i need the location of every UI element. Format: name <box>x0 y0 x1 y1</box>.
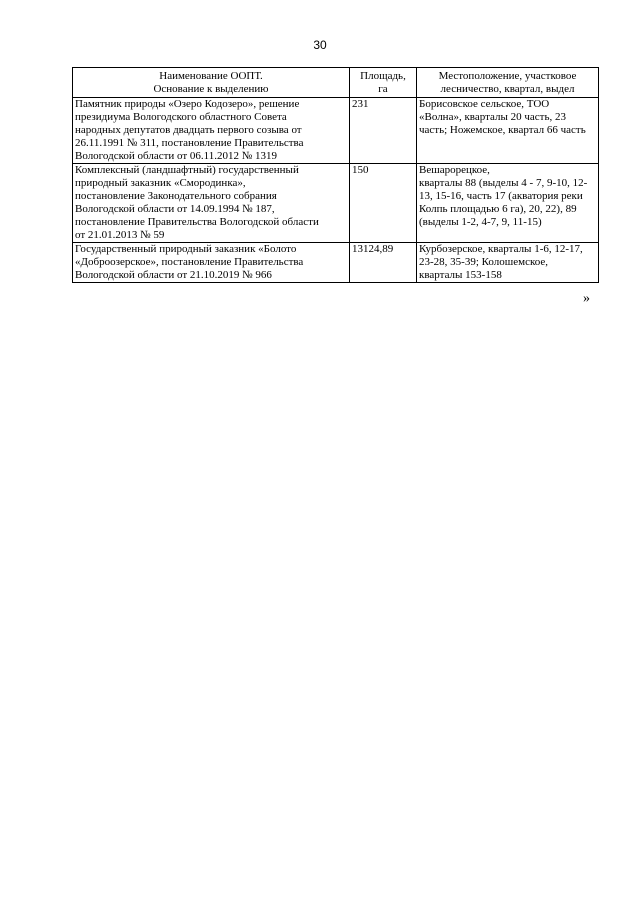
header-area-line: Площадь, <box>360 70 406 82</box>
oopt-table <box>72 67 599 283</box>
cell-line: Борисовское сельское, ТОО <box>419 98 550 110</box>
cell-line: Вешарорецкое, <box>419 164 490 176</box>
cell-line: Памятник природы «Озеро Кодозеро», решение <box>75 98 300 110</box>
table-row <box>73 243 599 283</box>
cell-location <box>417 98 599 164</box>
page-number: 30 <box>313 38 327 52</box>
cell-line: от 21.01.2013 № 59 <box>75 229 165 241</box>
header-area <box>350 68 417 98</box>
cell-line: Колпь площадью 6 га), 20, 22), 89 <box>419 203 577 215</box>
cell-line: 13, 15-16, часть 17 (акватория реки <box>419 190 583 202</box>
cell-line: кварталы 153-158 <box>419 269 502 281</box>
cell-line: Государственный природный заказник «Болото <box>75 243 297 255</box>
header-name-line: Наименование ООПТ. <box>159 70 263 82</box>
cell-line: часть; Ножемское, квартал 66 часть <box>419 124 586 136</box>
cell-line: «Доброозерское», постановление Правительства <box>75 256 304 268</box>
cell-line: «Волна», кварталы 20 часть, 23 <box>419 111 567 123</box>
cell-name <box>73 164 350 243</box>
table-row <box>73 164 599 243</box>
header-name-line: Основание к выделению <box>153 83 269 95</box>
cell-location <box>417 243 599 283</box>
cell-name <box>73 243 350 283</box>
cell-line: 23-28, 35-39; Колошемское, <box>419 256 549 268</box>
cell-name <box>73 98 350 164</box>
header-name <box>73 68 350 98</box>
cell-area: 231 <box>350 98 417 164</box>
cell-line: президиума Вологодского областного Совета <box>75 111 287 123</box>
cell-line: Вологодской области от 06.11.2012 № 1319 <box>75 150 278 162</box>
cell-area: 13124,89 <box>350 243 417 283</box>
header-location-line: лесничество, квартал, выдел <box>440 83 575 95</box>
cell-line: постановление Законодательного собрания <box>75 190 277 202</box>
cell-line: кварталы 88 (выделы 4 - 7, 9-10, 12- <box>419 177 588 189</box>
header-area-line: га <box>378 83 388 95</box>
cell-line: народных депутатов двадцать первого созыва от <box>75 124 302 136</box>
header-location <box>417 68 599 98</box>
cell-line: Вологодской области от 21.10.2019 № 966 <box>75 269 272 281</box>
cell-line: Курбозерское, кварталы 1-6, 12-17, <box>419 243 583 255</box>
cell-line: Вологодской области от 14.09.1994 № 187, <box>75 203 275 215</box>
cell-line: природный заказник «Смородинка», <box>75 177 246 189</box>
table-header-row <box>73 68 599 98</box>
closing-quote-mark: » <box>583 291 590 306</box>
cell-area: 150 <box>350 164 417 243</box>
header-location-line: Местоположение, участковое <box>438 70 577 82</box>
cell-line: постановление Правительства Вологодской области <box>75 216 319 228</box>
table-row <box>73 98 599 164</box>
cell-line: (выделы 1-2, 4-7, 9, 11-15) <box>419 216 542 228</box>
cell-line: Комплексный (ландшафтный) государственный <box>75 164 299 176</box>
cell-line: 26.11.1991 № 311, постановление Правительства <box>75 137 304 149</box>
cell-location <box>417 164 599 243</box>
